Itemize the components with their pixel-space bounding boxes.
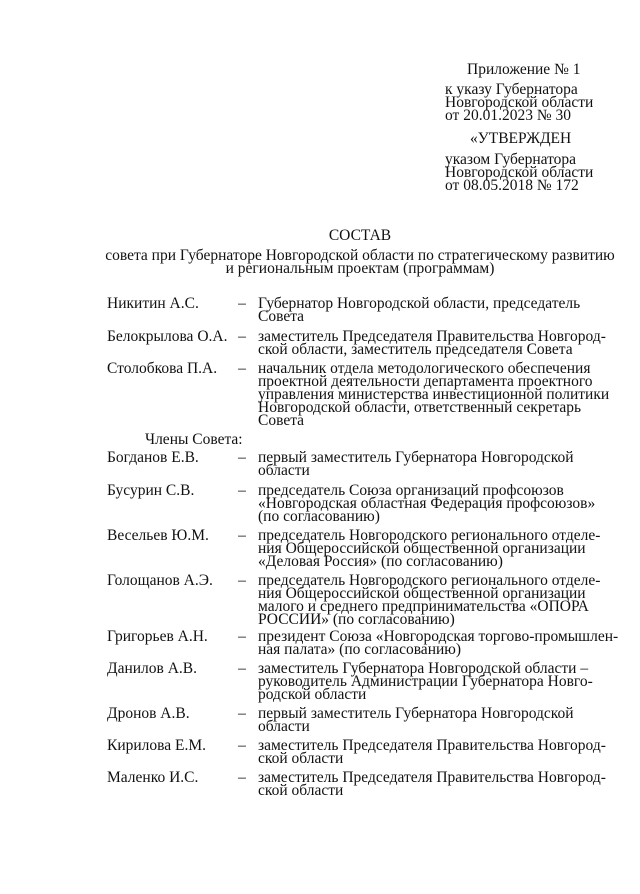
member-name: Дронов А.В.: [107, 705, 190, 722]
appendix-number: Приложение № 1: [467, 61, 581, 78]
dash: –: [238, 769, 246, 786]
dash: –: [238, 482, 246, 499]
dash: –: [238, 328, 246, 345]
member-name: Данилов А.В.: [107, 660, 198, 677]
approval-title: «УТВЕРЖДЕН: [470, 130, 572, 147]
member-role: заместитель Председателя Правительства Новгород- ской области, заместитель председателя Совета: [258, 328, 606, 358]
document-subtitle-line: и региональным проектам (программам): [225, 260, 495, 277]
dash: –: [238, 737, 246, 754]
member-name: Маленко И.С.: [107, 769, 199, 786]
dash: –: [238, 660, 246, 677]
approval-line: указом Губернатора: [445, 151, 577, 168]
appendix-line: к указу Губернатора: [445, 81, 578, 98]
member-name: Бусурин С.В.: [107, 482, 195, 499]
member-role: заместитель Председателя Правительства Новгород- ской области: [258, 769, 606, 799]
member-role: заместитель Губернатора Новгородской области – руководитель Администрации Губернатора Новго- родской области: [258, 660, 593, 703]
appendix-line: от 20.01.2023 № 30: [445, 107, 571, 124]
member-name: Столобкова П.А.: [107, 360, 218, 377]
member-name: Белокрылова О.А.: [107, 328, 228, 345]
member-name: Никитин А.С.: [107, 295, 199, 312]
approval-line: Новгородской области: [445, 164, 594, 181]
dash: –: [238, 295, 246, 312]
member-role: председатель Союза организаций профсоюзов «Новгородская областная Федерация профсоюзов» (по согласованию): [258, 482, 596, 525]
member-role: первый заместитель Губернатора Новгородской области: [258, 449, 574, 479]
appendix-line: Новгородской области: [445, 94, 594, 111]
member-role: первый заместитель Губернатора Новгородской области: [258, 705, 574, 735]
member-name: Кирилова Е.М.: [107, 737, 207, 754]
member-role: Губернатор Новгородской области, председатель Совета: [258, 295, 581, 325]
member-role: заместитель Председателя Правительства Новгород- ской области: [258, 737, 606, 767]
dash: –: [238, 572, 246, 589]
member-name: Голощанов А.Э.: [107, 572, 213, 589]
members-heading: Члены Совета:: [145, 431, 243, 448]
member-role: председатель Новгородского регионального отделе- ния Общероссийской общественной организации «Деловая Россия» (по согласованию): [258, 527, 601, 570]
document-title: СОСТАВ: [328, 227, 392, 244]
dash: –: [238, 628, 246, 645]
member-name: Богданов Е.В.: [107, 449, 199, 466]
dash: –: [238, 705, 246, 722]
dash: –: [238, 527, 246, 544]
member-name: Григорьев А.Н.: [107, 628, 208, 645]
member-role: начальник отдела методологического обеспечения проектной деятельности департамента проектного управления министерства инвестиционной политики Новгородской области, ответственный секретарь Совета: [258, 360, 610, 429]
document-subtitle-line: совета при Губернаторе Новгородской области по стратегическому развитию: [105, 247, 615, 264]
approval-line: от 08.05.2018 № 172: [445, 177, 579, 194]
member-name: Весельев Ю.М.: [107, 527, 209, 544]
member-role: президент Союза «Новгородская торгово-промышлен- ная палата» (по согласованию): [258, 628, 619, 658]
dash: –: [238, 449, 246, 466]
member-role: председатель Новгородского регионального отделе- ния Общероссийской общественной организации малого и среднего предпринимательства «ОПОРА РОССИИ» (по согласованию): [258, 572, 601, 628]
dash: –: [238, 360, 246, 377]
